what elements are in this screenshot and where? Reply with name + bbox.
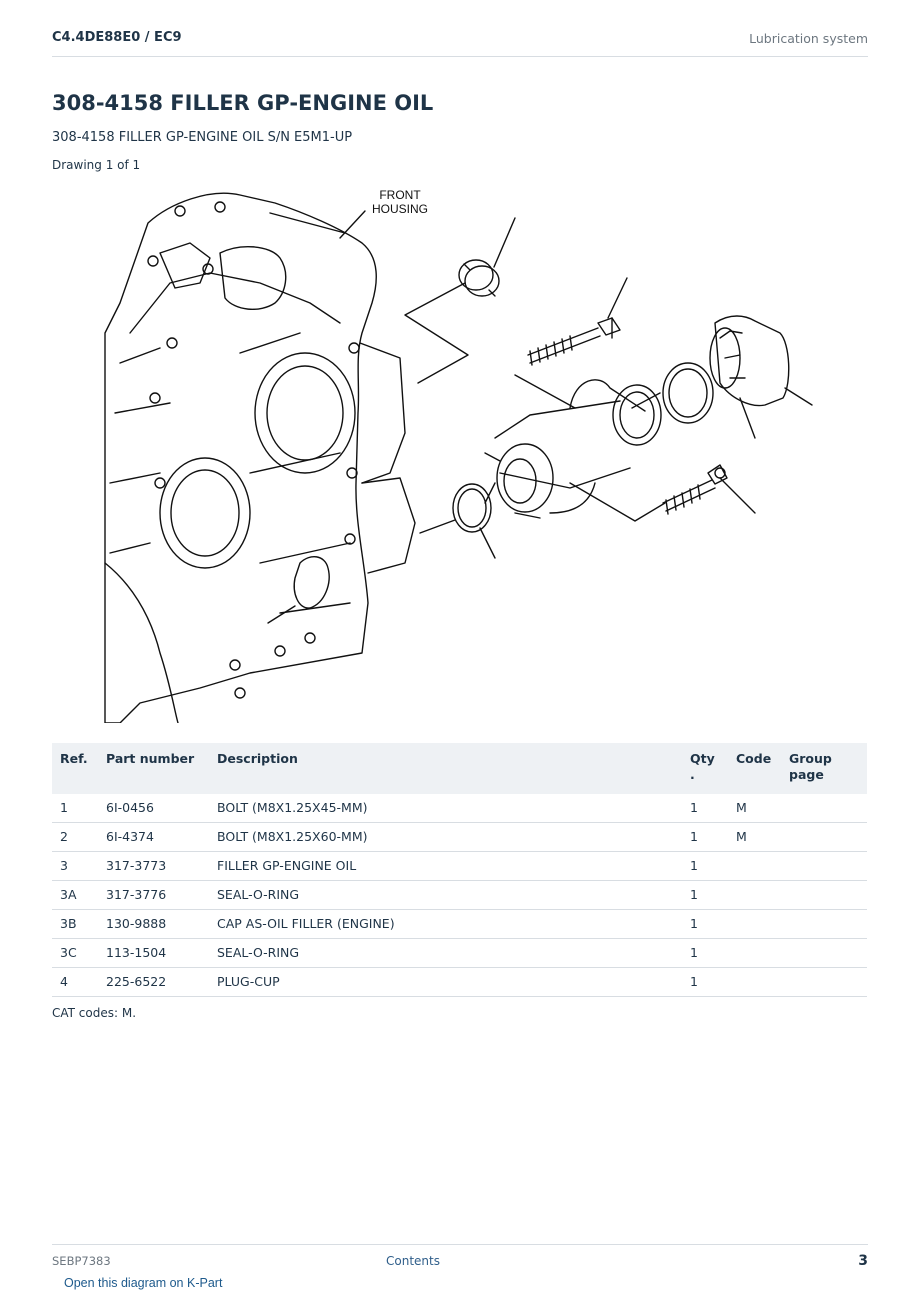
header-ref: Ref. [52,743,98,794]
cell-description: BOLT (M8X1.25X45-MM) [209,794,682,823]
plug-cup-drawing [405,218,515,383]
page-title: 308-4158 FILLER GP-ENGINE OIL [52,91,434,115]
cell-qty: 1 [682,910,728,939]
cell-part-number: 130-9888 [98,910,209,939]
header-qty-line1: Qty [690,751,715,766]
cell-ref: 2 [52,823,98,852]
cell-code: M [728,794,781,823]
cell-group [781,794,867,823]
exploded-parts-diagram [100,183,820,723]
cell-qty: 1 [682,939,728,968]
cell-description: PLUG-CUP [209,968,682,997]
table-row [52,881,867,910]
front-housing-label-line2: HOUSING [371,202,429,216]
cell-part-number: 113-1504 [98,939,209,968]
cell-qty: 1 [682,794,728,823]
cell-part-number: 317-3776 [98,881,209,910]
cell-qty: 1 [682,852,728,881]
cell-description: CAP AS-OIL FILLER (ENGINE) [209,910,682,939]
cell-part-number: 6I-0456 [98,794,209,823]
page-subtitle: 308-4158 FILLER GP-ENGINE OIL S/N E5M1-UP [52,130,353,145]
document-number: SEBP7383 [52,1254,111,1268]
oil-filler-cap-drawing [710,316,812,438]
cell-code [728,939,781,968]
cell-ref: 1 [52,794,98,823]
cell-group [781,852,867,881]
header-description: Description [209,743,682,794]
model-code: C4.4DE88E0 / EC9 [52,30,182,45]
header-code: Code [728,743,781,794]
cell-group [781,910,867,939]
cell-group [781,881,867,910]
drawing-count: Drawing 1 of 1 [52,158,141,172]
header-group-page [781,743,867,794]
cell-qty: 1 [682,823,728,852]
cell-code: M [728,823,781,852]
cell-part-number: 317-3773 [98,852,209,881]
cell-ref: 3C [52,939,98,968]
cell-qty: 1 [682,968,728,997]
contents-link[interactable]: Contents [386,1254,440,1268]
header-part-number: Part number [98,743,209,794]
cell-part-number: 6I-4374 [98,823,209,852]
cell-qty: 1 [682,881,728,910]
o-ring-drawing [420,363,713,558]
table-row [52,968,867,997]
cell-ref: 3B [52,910,98,939]
table-row [52,794,867,823]
page-footer [52,1244,868,1275]
table-row [52,852,867,881]
cell-code [728,910,781,939]
header-qty-line2: . [690,767,695,782]
open-diagram-link[interactable]: Open this diagram on K-Part [64,1276,223,1290]
front-housing-label-line1: FRONT [379,188,421,202]
cell-group [781,968,867,997]
cell-description: BOLT (M8X1.25X60-MM) [209,823,682,852]
parts-table [52,743,867,997]
table-header-row [52,743,867,794]
bolt-1-drawing [570,465,755,521]
table-row [52,910,867,939]
cell-group [781,823,867,852]
cell-code [728,852,781,881]
header-qty [682,743,728,794]
cat-codes-note: CAT codes: M. [52,1006,137,1020]
cell-code [728,968,781,997]
cell-group [781,939,867,968]
cell-part-number: 225-6522 [98,968,209,997]
page-header [52,28,868,57]
front-housing-drawing [105,193,415,723]
filler-tube-drawing [485,380,661,518]
cell-ref: 4 [52,968,98,997]
cell-ref: 3 [52,852,98,881]
header-group-line2: page [789,767,824,782]
cell-ref: 3A [52,881,98,910]
cell-description: SEAL-O-RING [209,939,682,968]
header-group-line1: Group [789,751,832,766]
section-name: Lubrication system [749,31,868,46]
cell-description: FILLER GP-ENGINE OIL [209,852,682,881]
table-row [52,939,867,968]
cell-description: SEAL-O-RING [209,881,682,910]
page-number: 3 [858,1253,868,1269]
table-row [52,823,867,852]
cell-code [728,881,781,910]
